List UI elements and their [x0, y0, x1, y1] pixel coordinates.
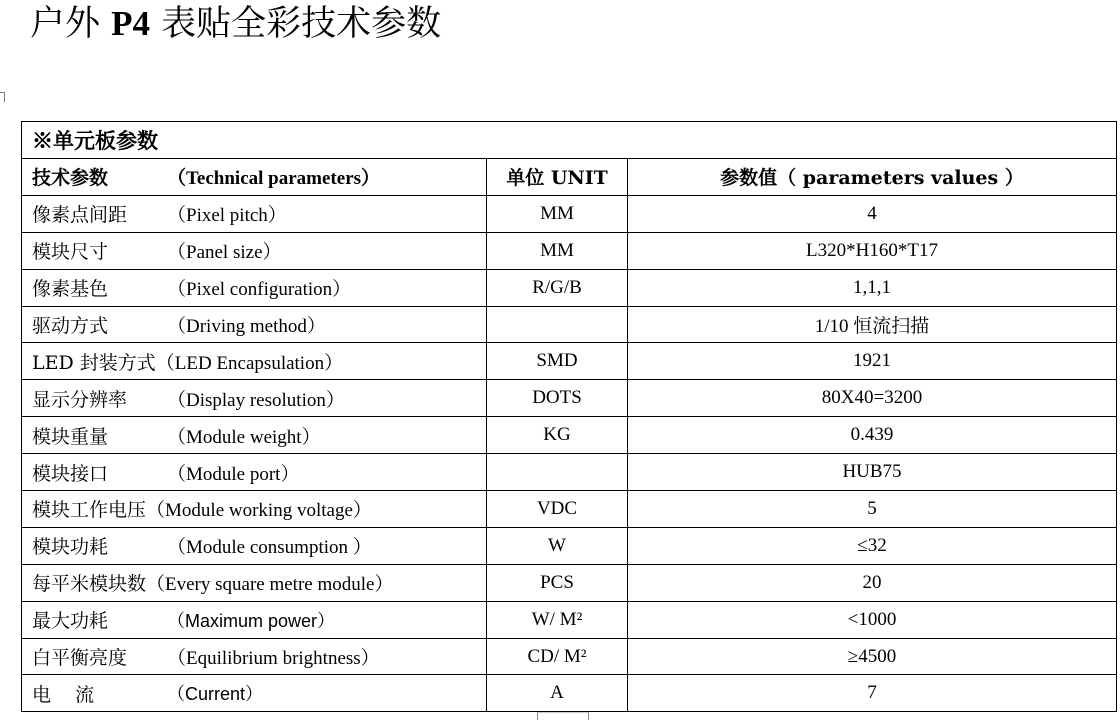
- table-row: [22, 564, 1117, 601]
- value-cell: 5: [628, 491, 1117, 528]
- table-row: [22, 269, 1117, 306]
- param-cell: [22, 638, 487, 675]
- param-zh: 模块工作电压: [32, 499, 147, 522]
- param-zh: 显示分辨率: [32, 388, 128, 411]
- table-row: [22, 601, 1117, 638]
- unit-cell: KG: [487, 417, 628, 454]
- unit-cell: SMD: [487, 343, 628, 380]
- param-en: （Module port）: [167, 463, 300, 485]
- unit-cell: PCS: [487, 564, 628, 601]
- value-cell: <1000: [628, 601, 1117, 638]
- param-cell: [22, 269, 487, 306]
- page-title: [30, 4, 441, 44]
- table-row: [22, 527, 1117, 564]
- table-row: [22, 306, 1117, 343]
- param-cell: [22, 417, 487, 454]
- table-row: [22, 195, 1117, 232]
- param-zh: 电 流: [32, 683, 95, 706]
- unit-header-cell: 单位 UNIT: [487, 159, 628, 196]
- param-en: （Module working voltage）: [146, 500, 372, 522]
- value-cell: 4: [628, 195, 1117, 232]
- param-zh: LED 封装方式: [32, 351, 156, 374]
- value-cell: 20: [628, 564, 1117, 601]
- param-en: （LED Encapsulation）: [155, 352, 344, 374]
- value-header-cell: 参数值（ parameters values ）: [628, 159, 1117, 196]
- spec-table: [21, 121, 1117, 712]
- table-row: [22, 454, 1117, 491]
- param-en: （Equilibrium brightness）: [167, 648, 380, 670]
- value-cell: 7: [628, 675, 1117, 712]
- param-en: （Current）: [167, 684, 264, 705]
- value-cell: 1921: [628, 343, 1117, 380]
- param-en: （Module consumption ）: [167, 537, 372, 559]
- unit-cell: MM: [487, 195, 628, 232]
- unit-cell: [487, 306, 628, 343]
- param-cell: [22, 527, 487, 564]
- table-row: [22, 638, 1117, 675]
- param-zh: 像素基色: [32, 278, 109, 301]
- table-row: [22, 343, 1117, 380]
- title-prefix: 户外: [30, 4, 112, 44]
- unit-cell: CD/ M²: [487, 638, 628, 675]
- table-row: [22, 417, 1117, 454]
- unit-cell: A: [487, 675, 628, 712]
- unit-cell: W: [487, 527, 628, 564]
- param-cell: [22, 491, 487, 528]
- value-cell: HUB75: [628, 454, 1117, 491]
- param-zh: 最大功耗: [32, 610, 109, 633]
- value-cell: 0.439: [628, 417, 1117, 454]
- value-cell: L320*H160*T17: [628, 232, 1117, 269]
- table-row: [22, 232, 1117, 269]
- param-en: （Maximum power）: [167, 610, 336, 631]
- param-cell: [22, 195, 487, 232]
- param-header-cell: [22, 159, 487, 196]
- param-en: （Driving method）: [167, 316, 326, 337]
- unit-cell: R/G/B: [487, 269, 628, 306]
- param-zh: 模块尺寸: [32, 241, 109, 264]
- param-cell: [22, 675, 487, 712]
- table-row: [22, 380, 1117, 417]
- param-zh: 模块重量: [32, 425, 109, 448]
- param-en: （Display resolution）: [167, 389, 345, 411]
- param-en: （Module weight）: [167, 426, 321, 448]
- param-zh: 模块接口: [32, 462, 109, 485]
- value-cell: 80X40=3200: [628, 380, 1117, 417]
- param-en: （Pixel configuration）: [167, 279, 352, 301]
- unit-cell: VDC: [487, 491, 628, 528]
- unit-cell: W/ M²: [487, 601, 628, 638]
- column-header-row: [22, 159, 1117, 196]
- param-cell: [22, 306, 487, 343]
- unit-cell: DOTS: [487, 380, 628, 417]
- param-zh: 像素点间距: [32, 204, 128, 227]
- param-cell: [22, 380, 487, 417]
- param-cell: [22, 454, 487, 491]
- table-row: [22, 675, 1117, 712]
- param-header-zh: 技术参数: [32, 167, 109, 190]
- table-anchor-handle[interactable]: [0, 92, 5, 102]
- param-zh: 驱动方式: [32, 315, 109, 337]
- unit-cell: [487, 454, 628, 491]
- value-cell: 1,1,1: [628, 269, 1117, 306]
- param-zh: 模块功耗: [32, 536, 109, 559]
- title-model: P4: [111, 4, 151, 43]
- table-row: [22, 491, 1117, 528]
- page-bottom-handle[interactable]: [537, 712, 589, 720]
- section-label: ※单元板参数: [22, 122, 1117, 159]
- param-cell: [22, 564, 487, 601]
- param-cell: [22, 601, 487, 638]
- param-en: （Panel size）: [167, 242, 282, 264]
- param-cell: [22, 232, 487, 269]
- unit-cell: MM: [487, 232, 628, 269]
- value-cell: ≥4500: [628, 638, 1117, 675]
- section-header-row: [22, 122, 1117, 159]
- param-en: （Pixel pitch）: [167, 205, 287, 227]
- title-suffix: 表贴全彩技术参数: [150, 4, 442, 44]
- param-header-en: （Technical parameters）: [167, 168, 381, 190]
- value-cell: ≤32: [628, 527, 1117, 564]
- param-zh: 白平衡亮度: [32, 647, 128, 670]
- param-en: （Every square metre module）: [146, 574, 394, 596]
- value-cell: 1/10 恒流扫描: [628, 306, 1117, 343]
- param-zh: 每平米模块数: [32, 573, 147, 596]
- param-cell: [22, 343, 487, 380]
